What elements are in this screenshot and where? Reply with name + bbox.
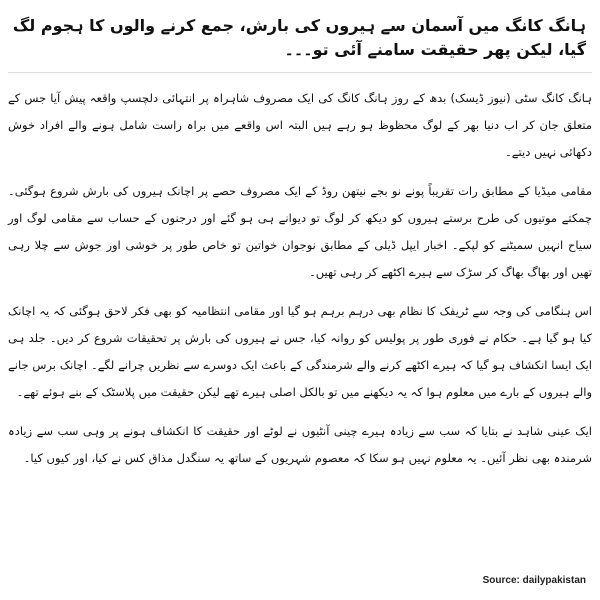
article-paragraph-4: ایک عینی شاہد نے بتایا کہ سب سے زیادہ ہیرے چینی آنٹیوں نے لوٹے اور حقیقت کا انکشاف ہونے پر وہی سب سے زیادہ شرمندہ بھی نظر آئیں۔ یہ معلوم نہیں ہو سکا کہ معصوم شہریوں کے ساتھ یہ سنگدل مذاق کس نے کیا، اور کیوں کیا۔ — [8, 424, 592, 465]
headline-divider — [8, 72, 592, 73]
source-credit: Source: dailypakistan — [482, 575, 586, 586]
article-paragraph-3: اس ہنگامی کی وجہ سے ٹریفک کا نظام بھی درہم برہم ہو گیا اور مقامی انتظامیہ کو بھی فکر لاحق ہوگئی کہ یہ اچانک کیا ہو گیا ہے۔ حکام نے فوری طور پر پولیس کو روانہ کیا، جس نے ہیروں کی بارش پر تحقیقات شروع کر دیں۔ جلد ہی ایک ایسا انکشاف ہو گیا کہ ہیرے اکٹھے کرنے والے شرمندگی کے باعث ایک دوسرے سے نظریں چرانے لگے۔ اچانک برس جانے والے ہیروں کے بارے میں معلوم ہوا کہ یہ دیکھنے میں تو بالکل اصلی ہیرے تھے لیکن حقیقت میں پلاسٹک کے بنے ہوئے تھے۔ — [8, 304, 592, 399]
article-paragraph-1: ہانگ کانگ سٹی (نیوز ڈیسک) بدھ کے روز ہانگ کانگ کی ایک مصروف شاہراہ پر انتہائی دلچسپ واقعہ پیش آیا جس کے متعلق جان کر اب دنیا بھر کے لوگ محظوظ ہو رہے ہیں البتہ اس واقعے میں براہ راست شامل ہونے والے افراد خوش دکھائی نہیں دیتے۔ — [8, 91, 592, 159]
article — [8, 14, 592, 484]
article-headline: ہانگ کانگ میں آسمان سے ہیروں کی بارش، جمع کرنے والوں کا ہجوم لگ گیا، لیکن پھر حقیقت سامنے آئی تو۔۔۔ — [12, 16, 586, 59]
article-paragraph-2: مقامی میڈیا کے مطابق رات تقریباً پونے نو بجے نیتھن روڈ کے ایک مصروف حصے پر اچانک ہیروں کی بارش شروع ہوگئی۔ چمکتے موتیوں کی طرح برستے ہیروں کو دیکھ کر لوگ تو دیوانے ہی ہو گئے اور درجنوں کے حساب سے مقامی لوگ اور سیاح انہیں سمیٹنے کو لپکے۔ اخبار ایپل ڈیلی کے مطابق نوجوان خواتین تو خاص طور پر خوشی اور جوش سے چلا رہی تھیں اور بھاگ بھاگ کر سڑک سے ہیرے اکٹھے کر رہی تھیں۔ — [8, 184, 592, 279]
